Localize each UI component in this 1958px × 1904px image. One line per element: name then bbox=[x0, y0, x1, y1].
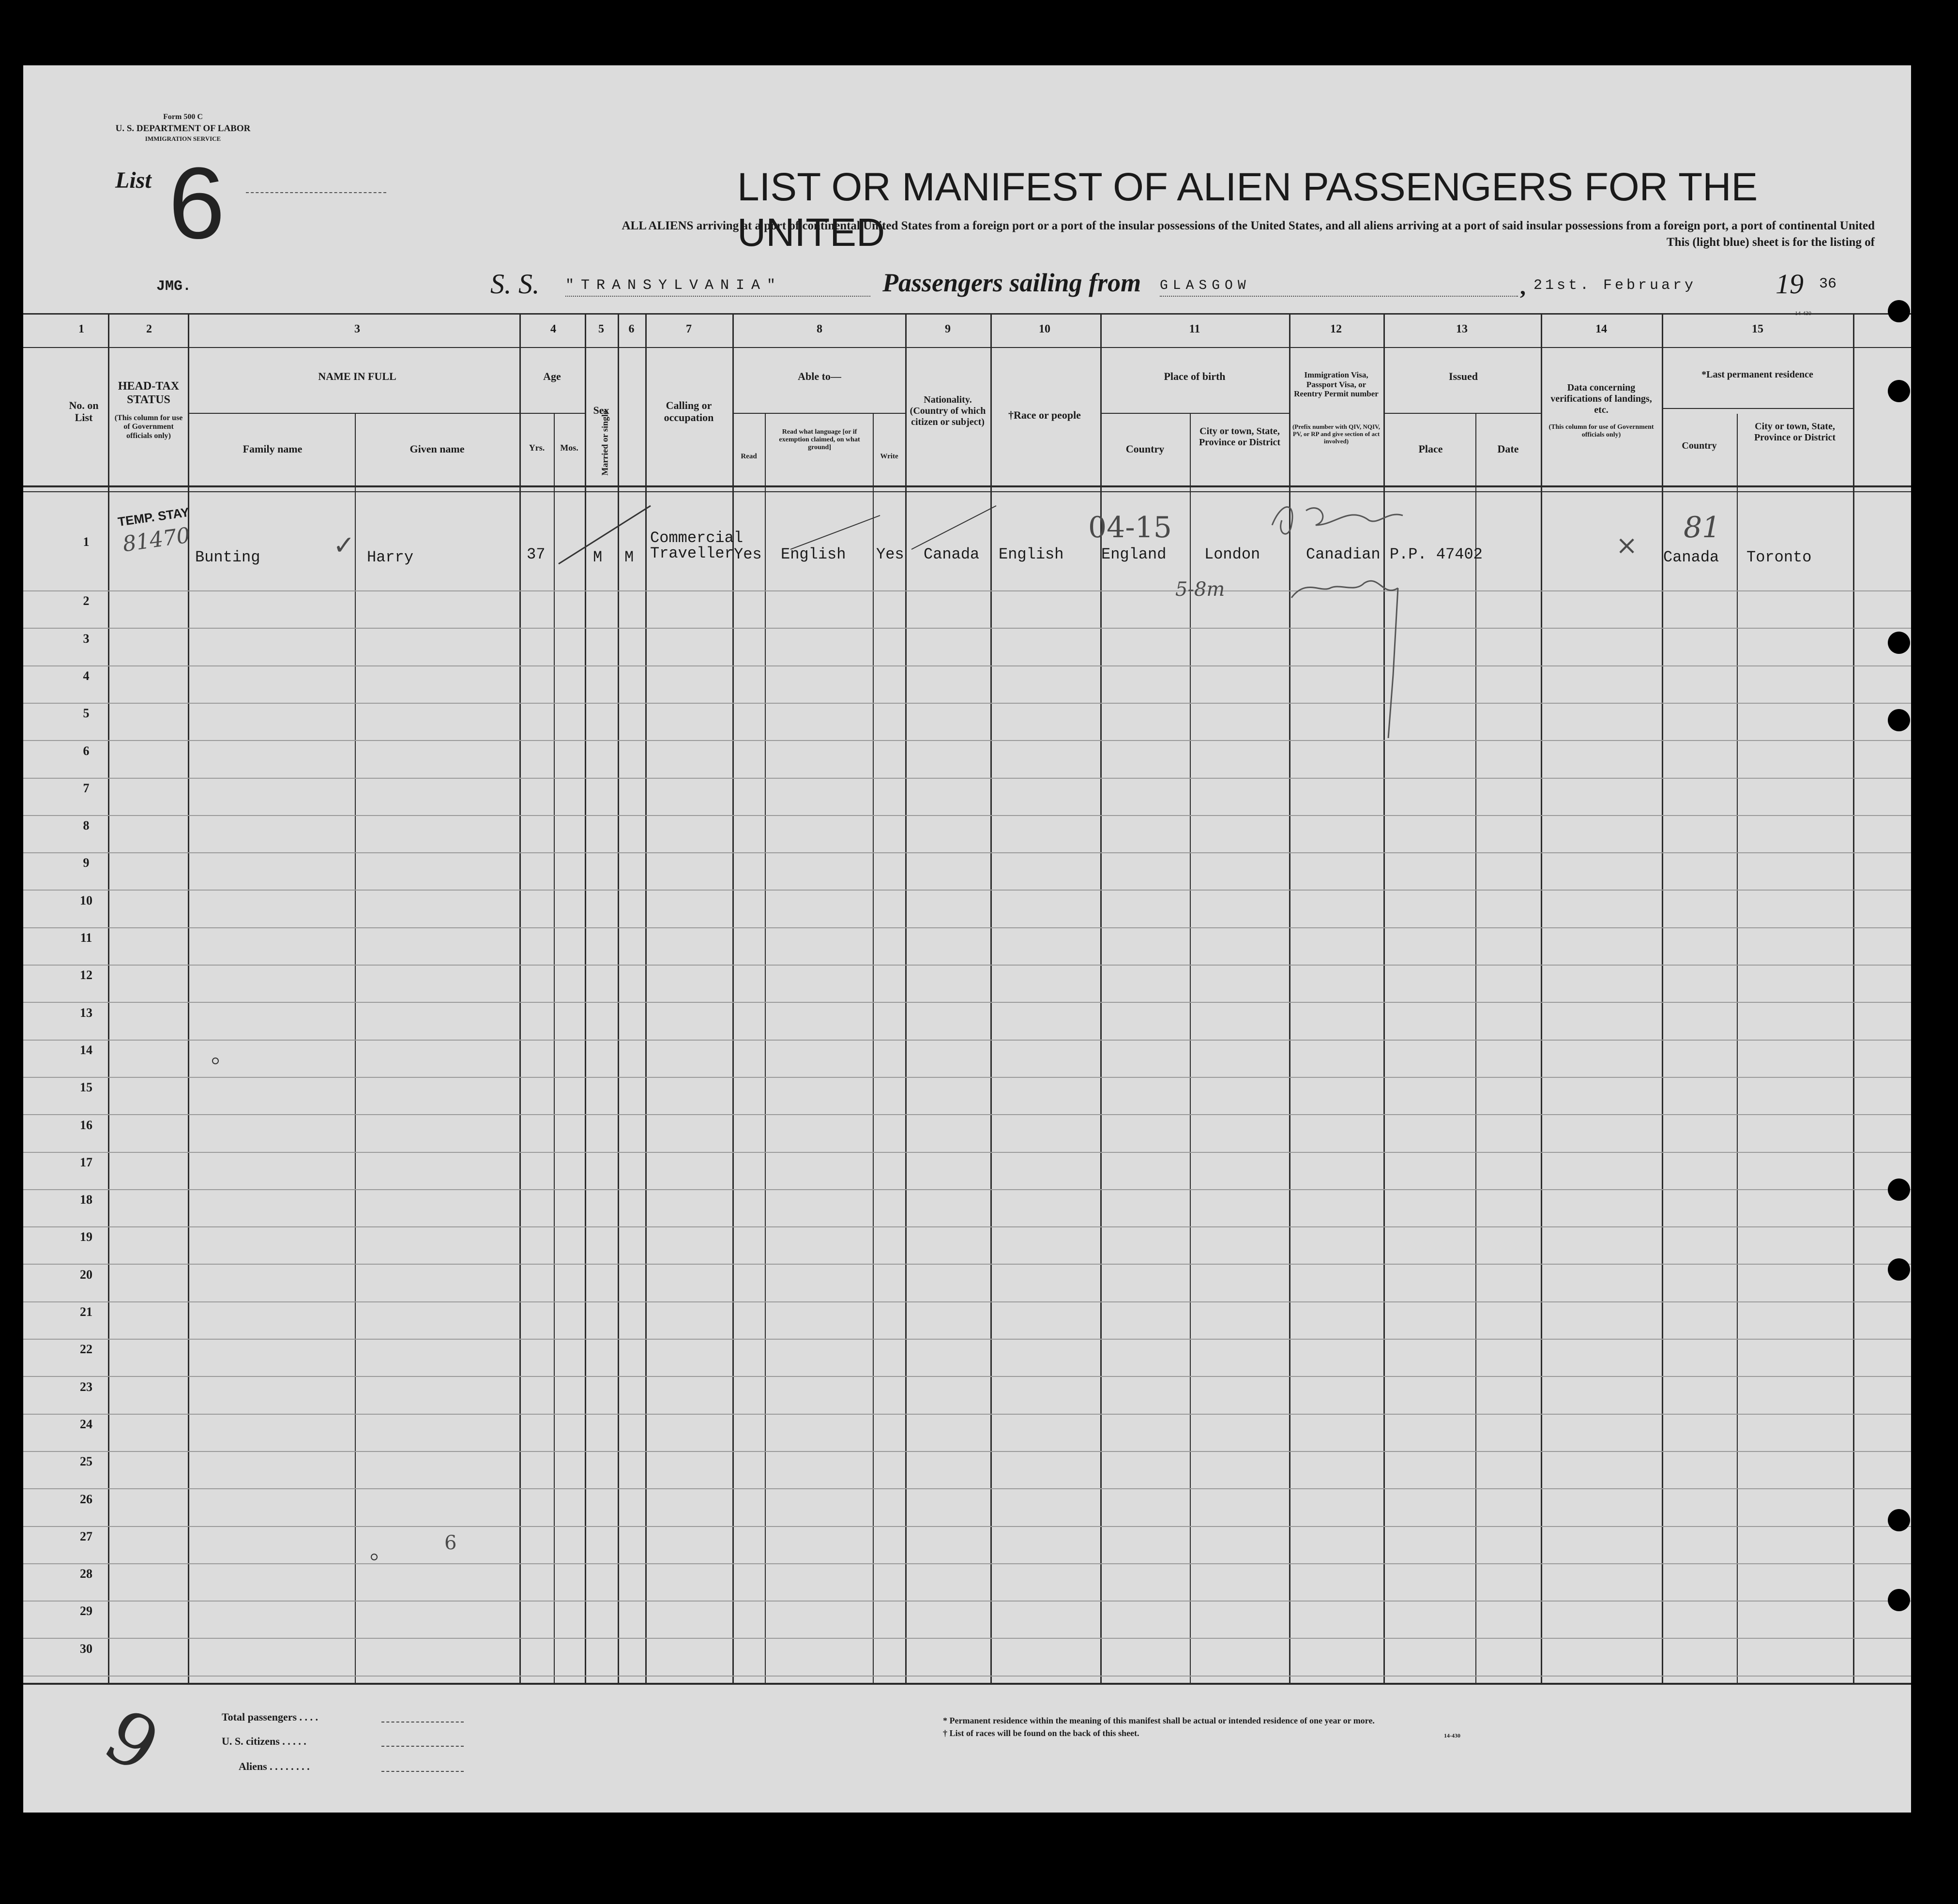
row-number: 19 bbox=[80, 1230, 92, 1244]
binder-hole bbox=[1888, 380, 1910, 402]
list-number: 6 bbox=[168, 146, 225, 260]
footer-code: 14-430 bbox=[1444, 1732, 1460, 1739]
footer-rule bbox=[23, 1683, 1911, 1685]
binder-hole bbox=[1888, 1509, 1910, 1531]
header-mos: Mos. bbox=[560, 443, 578, 453]
subtitle-line-2: This (light blue) sheet is for the listing of bbox=[1666, 236, 1875, 249]
row-rule bbox=[23, 815, 1911, 816]
col-num-10: 10 bbox=[1039, 323, 1050, 335]
sex-value: M bbox=[593, 548, 603, 566]
header-res-city: City or town, State, Province or District bbox=[1754, 421, 1836, 443]
race-value: English bbox=[999, 545, 1064, 563]
stray-circle bbox=[212, 1058, 219, 1064]
row-rule bbox=[23, 590, 1911, 591]
col-num-7: 7 bbox=[686, 323, 692, 335]
col-num-5: 5 bbox=[598, 323, 604, 335]
row-rule bbox=[23, 1563, 1911, 1564]
verification-mark: × bbox=[1616, 530, 1638, 560]
header-family-name: Family name bbox=[243, 443, 303, 455]
clerk-initials: JMG. bbox=[156, 278, 192, 295]
col-line bbox=[873, 414, 874, 1683]
row-number: 7 bbox=[83, 781, 90, 795]
nationality-value: Canada bbox=[924, 545, 980, 563]
form-number: Form 500 C bbox=[163, 113, 203, 121]
row-rule bbox=[23, 1114, 1911, 1115]
col-line bbox=[765, 414, 766, 1683]
row-number: 1 bbox=[83, 535, 90, 549]
col-num-8: 8 bbox=[817, 323, 822, 335]
binder-hole bbox=[1888, 632, 1910, 654]
row-number: 10 bbox=[80, 893, 92, 907]
row-number: 3 bbox=[83, 631, 90, 646]
row-number: 21 bbox=[80, 1305, 92, 1319]
col-line bbox=[355, 414, 356, 1683]
issued-subrule bbox=[1383, 413, 1541, 414]
col-num-3: 3 bbox=[354, 323, 360, 335]
header-age: Age bbox=[543, 370, 561, 382]
name-subrule bbox=[188, 413, 519, 414]
row-number: 18 bbox=[80, 1193, 92, 1207]
row-rule bbox=[23, 740, 1911, 741]
header-nationality: Nationality. (Country of which citizen or subject) bbox=[910, 394, 986, 427]
row-rule bbox=[23, 1189, 1911, 1190]
binder-hole bbox=[1888, 1179, 1910, 1201]
row-rule bbox=[23, 1638, 1911, 1639]
col-line bbox=[1853, 313, 1854, 1683]
row-rule bbox=[23, 1376, 1911, 1377]
row-number: 22 bbox=[80, 1342, 92, 1357]
row-number: 12 bbox=[80, 968, 92, 982]
col-num-15: 15 bbox=[1752, 323, 1763, 335]
age-years-value: 37 bbox=[527, 545, 546, 563]
head-tax-handwritten: 81470 bbox=[121, 523, 192, 557]
row-rule bbox=[23, 665, 1911, 666]
sailing-label: Passengers sailing from bbox=[882, 268, 1141, 297]
department-label: U. S. DEPARTMENT OF LABOR bbox=[115, 123, 251, 134]
sailing-date: 21st. February bbox=[1533, 277, 1697, 294]
header-read: Read bbox=[741, 453, 757, 460]
given-name-value: Harry bbox=[367, 548, 414, 566]
footer-us-citizens: U. S. citizens . . . . . bbox=[222, 1735, 306, 1747]
col-num-14: 14 bbox=[1595, 323, 1607, 335]
row-number: 25 bbox=[80, 1454, 92, 1469]
header-name-in-full: NAME IN FULL bbox=[318, 370, 396, 382]
row-rule bbox=[23, 1152, 1911, 1153]
col-line bbox=[1190, 414, 1191, 1683]
footer-total-line bbox=[381, 1722, 464, 1723]
row-number: 2 bbox=[83, 594, 90, 608]
header-issued-date: Date bbox=[1497, 443, 1519, 455]
header-head-tax-note: (This column for use of Government officials only) bbox=[114, 414, 183, 440]
birth-city-value: London bbox=[1204, 545, 1260, 563]
header-last-residence: *Last permanent residence bbox=[1701, 369, 1813, 380]
row-rule bbox=[23, 1002, 1911, 1003]
header-birth-country: Country bbox=[1125, 443, 1165, 455]
header-sex: Sex bbox=[593, 404, 609, 416]
col-num-12: 12 bbox=[1330, 323, 1342, 335]
col-num-9: 9 bbox=[945, 323, 951, 335]
header-married: Married or single bbox=[600, 410, 610, 476]
header-visa-note: (Prefix number with QIV, NQIV, PV, or RP and give section of act involved) bbox=[1292, 423, 1381, 445]
footer-handwritten-six: 6 bbox=[92, 1690, 175, 1787]
port-line bbox=[1160, 296, 1518, 297]
header-no-on-list: No. on List bbox=[69, 399, 99, 424]
row-number: 11 bbox=[80, 931, 92, 945]
row-rule bbox=[23, 1264, 1911, 1265]
header-top-rule bbox=[23, 313, 1911, 315]
write-value: Yes bbox=[876, 545, 904, 563]
header-head-tax: HEAD-TAX STATUS bbox=[118, 380, 180, 406]
year-prefix: 19 bbox=[1776, 268, 1804, 300]
pen-stroke-nationality bbox=[909, 501, 1001, 554]
footer-aliens-line bbox=[381, 1771, 464, 1772]
header-write: Write bbox=[880, 453, 898, 460]
ss-label: S. S. bbox=[490, 268, 540, 300]
residence-subrule bbox=[1662, 408, 1853, 409]
colnum-rule bbox=[23, 347, 1911, 348]
row-number: 4 bbox=[83, 668, 90, 683]
check-mark: ✓ bbox=[333, 530, 355, 560]
row-number: 27 bbox=[80, 1529, 92, 1543]
header-verifications-note: (This column for use of Government officials only) bbox=[1548, 423, 1654, 439]
header-birth-city: City or town, State, Province or District bbox=[1199, 426, 1281, 448]
col-line bbox=[1475, 414, 1476, 1683]
comma: , bbox=[1520, 274, 1526, 300]
row-number: 8 bbox=[83, 818, 90, 833]
list-label: List bbox=[115, 167, 152, 193]
header-bottom-rule-2 bbox=[23, 491, 1911, 492]
row-number: 6 bbox=[83, 743, 90, 758]
language-value: English bbox=[781, 545, 846, 563]
row-rule bbox=[23, 1226, 1911, 1227]
able-subrule bbox=[732, 413, 905, 414]
service-label: IMMIGRATION SERVICE bbox=[145, 135, 221, 142]
row-rule bbox=[23, 1601, 1911, 1602]
header-verifications: Data concerning verifications of landings, etc. bbox=[1550, 382, 1652, 415]
handwritten-note-1: 04-15 bbox=[1088, 511, 1172, 544]
binder-hole bbox=[1888, 1589, 1910, 1611]
header-issued: Issued bbox=[1449, 370, 1478, 382]
read-value: Yes bbox=[734, 545, 762, 563]
col-num-6: 6 bbox=[628, 323, 635, 335]
row-rule bbox=[23, 703, 1911, 704]
stray-six: 6 bbox=[444, 1532, 457, 1554]
row-number: 9 bbox=[83, 856, 90, 870]
row-rule bbox=[23, 1301, 1911, 1302]
col-line bbox=[108, 313, 109, 1683]
list-line bbox=[246, 192, 386, 194]
row-number: 17 bbox=[80, 1155, 92, 1169]
departure-port: GLASGOW bbox=[1160, 278, 1251, 293]
row-number: 13 bbox=[80, 1005, 92, 1020]
visa-value: Canadian P.P. 47402 bbox=[1306, 545, 1483, 563]
row-number: 5 bbox=[83, 706, 90, 721]
manifest-title: LIST OR MANIFEST OF ALIEN PASSENGERS FOR THE UNITED bbox=[737, 165, 1758, 255]
row-rule bbox=[23, 1526, 1911, 1527]
header-able-to: Able to— bbox=[798, 370, 841, 382]
col-num-2: 2 bbox=[146, 323, 152, 335]
header-race: †Race or people bbox=[1008, 409, 1081, 421]
header-read-what: Read what language [or if exemption claimed, on what ground] bbox=[779, 428, 860, 452]
subtitle-line-1: ALL ALIENS arriving at a port of continental United States from a foreign port or a port of the insular possessions of the United States, and all aliens arriving at a port of said insular possessions from a foreign port, a port of continental United bbox=[622, 219, 1875, 232]
row-rule bbox=[23, 965, 1911, 966]
row-number: 29 bbox=[80, 1604, 92, 1618]
header-issued-place: Place bbox=[1418, 443, 1443, 455]
handwritten-note-2: 5-8m bbox=[1175, 578, 1225, 601]
col-line bbox=[519, 313, 521, 1683]
footer-note-races: † List of races will be found on the back of this sheet. bbox=[943, 1728, 1139, 1738]
footer-note-residence: * Permanent residence within the meaning of this manifest shall be actual or intended residence of one year or more. bbox=[943, 1716, 1375, 1725]
row-rule bbox=[23, 1040, 1911, 1041]
birth-subrule bbox=[1100, 413, 1289, 414]
col-line bbox=[554, 414, 555, 1683]
stray-circle bbox=[371, 1554, 378, 1560]
row-number: 26 bbox=[80, 1492, 92, 1506]
binder-hole bbox=[1888, 300, 1910, 322]
row-rule bbox=[23, 1488, 1911, 1489]
row-number: 28 bbox=[80, 1567, 92, 1581]
row-number: 15 bbox=[80, 1080, 92, 1095]
row-number: 16 bbox=[80, 1118, 92, 1132]
row-number: 30 bbox=[80, 1641, 92, 1656]
header-place-of-birth: Place of birth bbox=[1164, 370, 1226, 382]
col-num-13: 13 bbox=[1456, 323, 1468, 335]
row-rule bbox=[23, 1339, 1911, 1340]
header-res-country: Country bbox=[1682, 440, 1717, 451]
age-subrule bbox=[519, 413, 585, 414]
year-suffix: 36 bbox=[1819, 276, 1837, 292]
col-line bbox=[1541, 313, 1542, 1683]
footer-citizens-line bbox=[381, 1746, 464, 1747]
row-rule bbox=[23, 1414, 1911, 1415]
birth-country-value: England bbox=[1101, 545, 1167, 563]
handwritten-signature bbox=[1262, 496, 1471, 748]
residence-country-value: Canada bbox=[1663, 548, 1719, 566]
head-tax-status: TEMP. STAY bbox=[117, 504, 190, 529]
binder-hole bbox=[1888, 1258, 1910, 1281]
married-value: M bbox=[624, 548, 634, 566]
header-bottom-rule bbox=[23, 485, 1911, 487]
row-rule bbox=[23, 628, 1911, 629]
row-number: 24 bbox=[80, 1417, 92, 1431]
row-rule bbox=[23, 1676, 1911, 1677]
header-given-name: Given name bbox=[410, 443, 465, 455]
binder-hole bbox=[1888, 709, 1910, 731]
footer-aliens: Aliens . . . . . . . . bbox=[239, 1760, 310, 1772]
col-num-11: 11 bbox=[1189, 323, 1200, 335]
row-rule bbox=[23, 852, 1911, 853]
footer-total-passengers: Total passengers . . . . bbox=[222, 1711, 319, 1723]
ship-line bbox=[565, 296, 870, 297]
col-line bbox=[1662, 313, 1663, 1683]
occupation-line-2: Traveller bbox=[650, 544, 734, 562]
family-name-value: Bunting bbox=[195, 548, 260, 566]
row-rule bbox=[23, 778, 1911, 779]
row-number: 14 bbox=[80, 1043, 92, 1057]
col-num-1: 1 bbox=[78, 323, 84, 335]
header-visa: Immigration Visa, Passport Visa, or Reentry Permit number bbox=[1294, 370, 1379, 399]
header-calling: Calling or occupation bbox=[664, 399, 714, 424]
col-line bbox=[732, 313, 734, 1683]
occupation-line-1: Commercial bbox=[650, 529, 744, 547]
row-rule bbox=[23, 927, 1911, 928]
handwritten-note-3: 81 bbox=[1684, 511, 1721, 544]
row-number: 20 bbox=[80, 1267, 92, 1282]
header-yrs: Yrs. bbox=[529, 443, 545, 453]
col-num-4: 4 bbox=[550, 323, 556, 335]
residence-city-value: Toronto bbox=[1746, 548, 1812, 566]
col-line bbox=[905, 313, 907, 1683]
row-rule bbox=[23, 1451, 1911, 1452]
manifest-sheet bbox=[23, 65, 1911, 1813]
col-line bbox=[1737, 414, 1738, 1683]
row-rule bbox=[23, 1077, 1911, 1078]
ship-name: "TRANSYLVANIA" bbox=[565, 277, 783, 294]
row-number: 23 bbox=[80, 1379, 92, 1394]
row-rule bbox=[23, 890, 1911, 891]
pen-stroke-language bbox=[788, 511, 885, 554]
